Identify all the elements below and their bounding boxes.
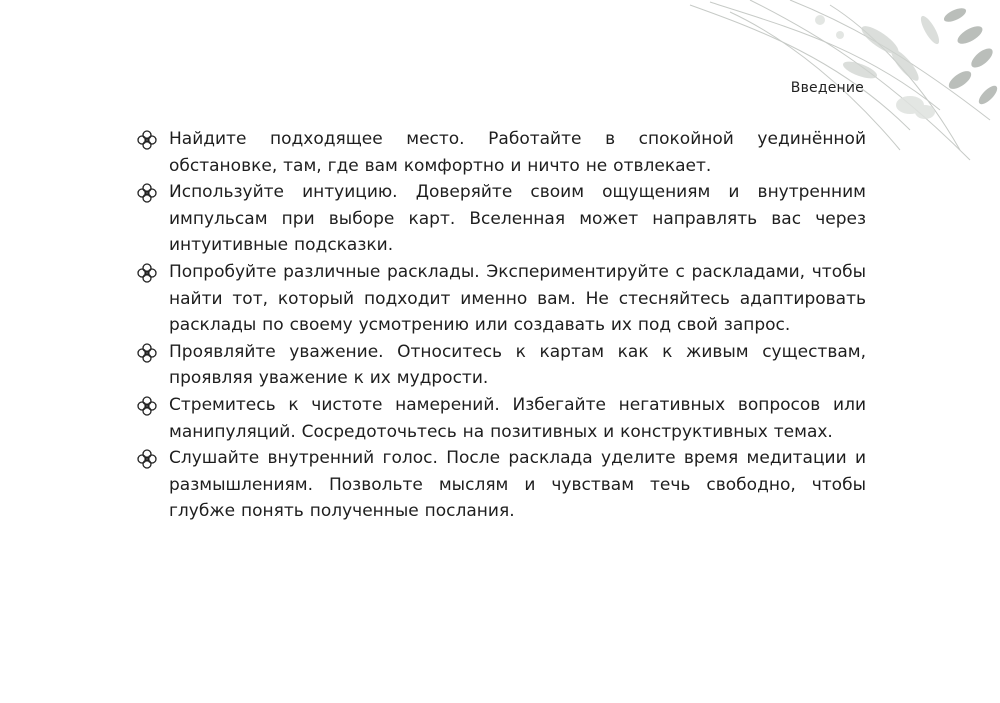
list-item-text: Найдите подходящее место. Работайте в спокойной уединённой обстановке, там, где вам комфортно и ничто не отвлекает.: [169, 129, 866, 176]
flower-bullet-icon: [136, 262, 158, 284]
list-item: [136, 126, 866, 179]
section-title: Введение: [790, 80, 864, 96]
flower-bullet-icon: [136, 395, 158, 417]
list-item: [136, 259, 866, 339]
list-item-text: Проявляйте уважение. Относитесь к картам как к живым существам, проявляя уважение к их мудрости.: [169, 341, 866, 389]
list-item-text: Попробуйте различные расклады. Экспериментируйте с раскладами, чтобы найти тот, который подходит именно вам. Не стесняйтесь адаптировать расклады по своему усмотрению или создавать их под свой запрос.: [169, 261, 866, 336]
list-item: [136, 392, 866, 445]
tips-list: [136, 126, 866, 525]
list-item-text: Используйте интуицию. Доверяйте своим ощущениям и внутренним импульсам при выборе карт. Вселенная может направлять вас через интуитивные подсказки.: [169, 182, 866, 256]
flower-bullet-icon: [136, 448, 158, 470]
list-item-text: Слушайте внутренний голос. После расклада уделите время медитации и размышлениям. Позвольте мыслям и чувствам течь свободно, чтобы глубже понять полученные послания.: [169, 448, 866, 522]
list-item: [136, 339, 866, 392]
list-item: [136, 179, 866, 259]
flower-bullet-icon: [136, 182, 158, 204]
list-item-text: Стремитесь к чистоте намерений. Избегайте негативных вопросов или манипуляций. Сосредоточьтесь на позитивных и конструктивных темах.: [169, 394, 866, 442]
flower-bullet-icon: [136, 342, 158, 364]
list-item: [136, 445, 866, 525]
flower-bullet-icon: [136, 129, 158, 151]
